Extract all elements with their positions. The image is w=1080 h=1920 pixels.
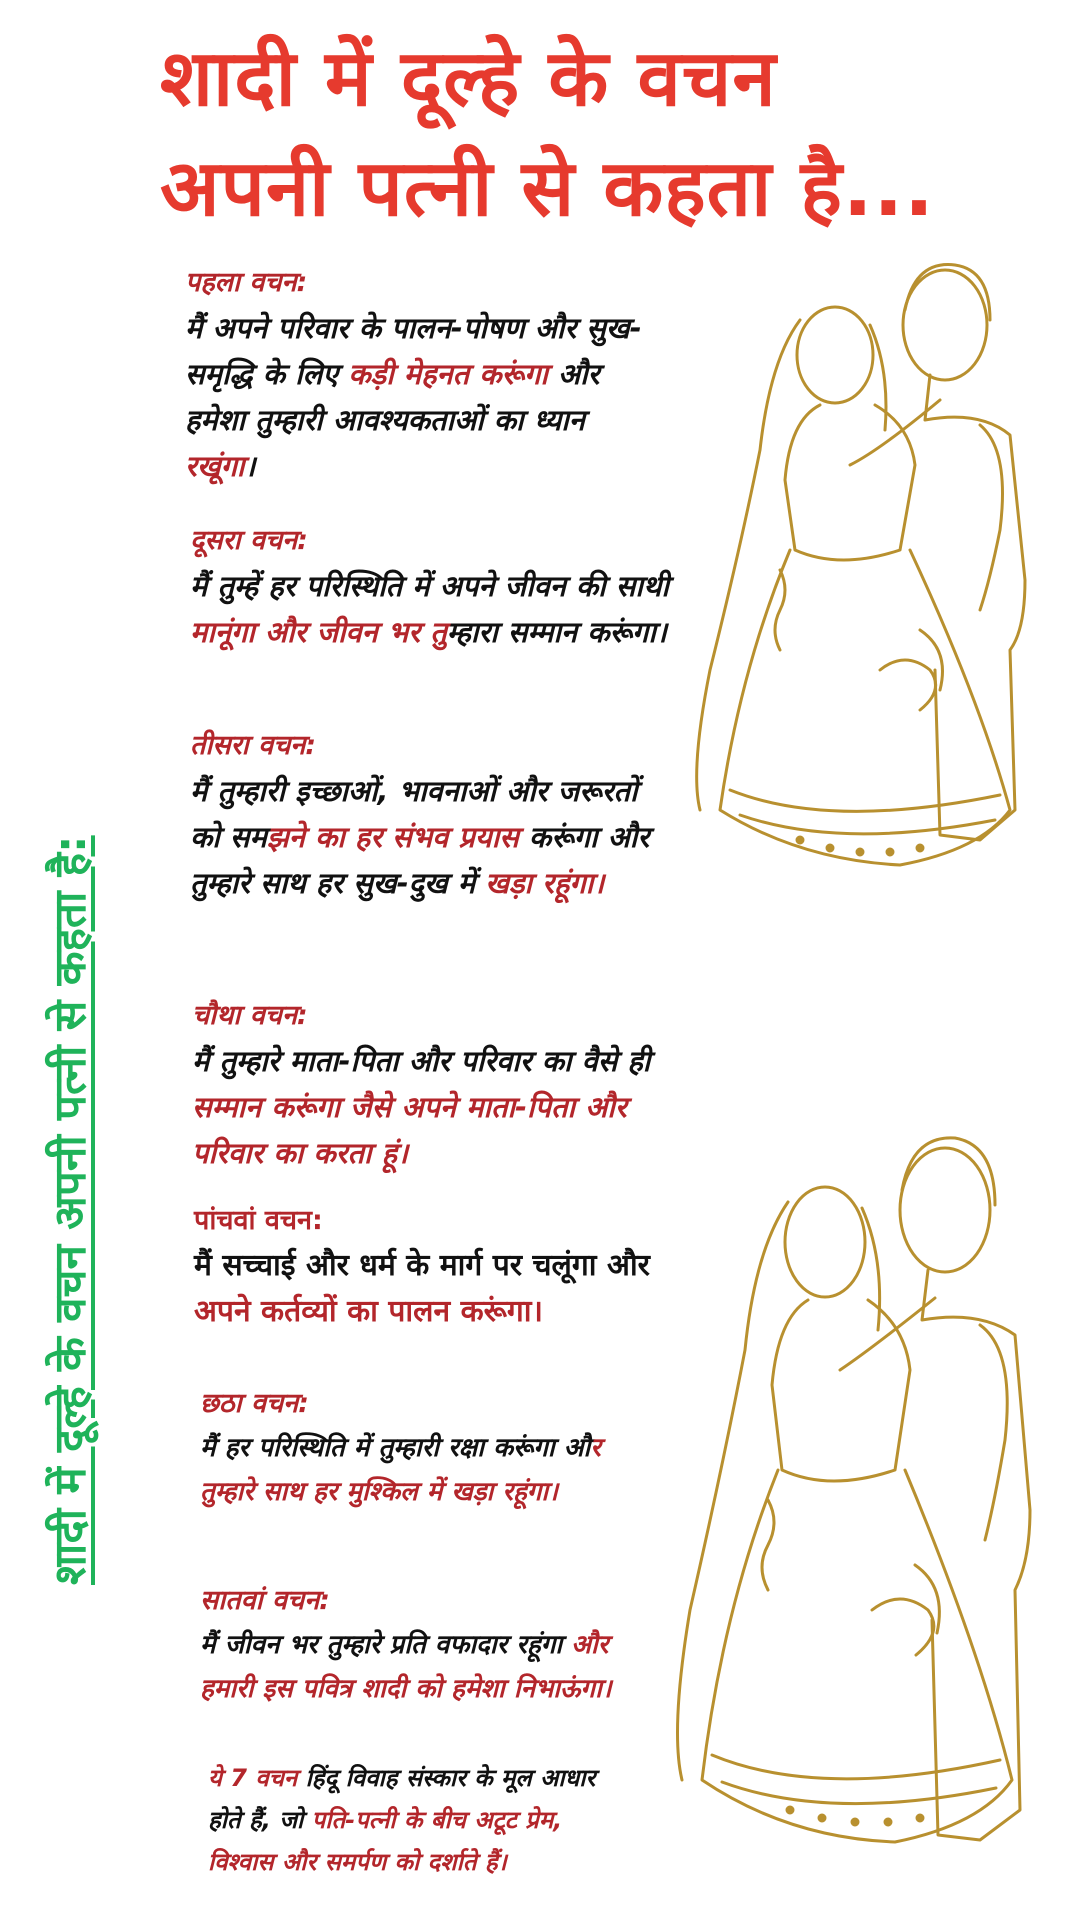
vachan-heading: छठा वचन:	[200, 1388, 309, 1419]
vachan-1	[185, 262, 665, 489]
highlight-text: झने का हर संभव प्रयास	[266, 820, 519, 854]
highlight-text: और हमारी इस पवित्र शादी को हमेशा निभाऊंगा।	[200, 1630, 612, 1704]
vachan-heading: दूसरा वचन:	[190, 525, 308, 556]
vachan-text	[194, 1243, 694, 1335]
body-text: मैं तुम्हें हर परिस्थिति में अपने जीवन की साथी	[190, 569, 669, 603]
body-text: म्हारा सम्मान करूंगा।	[446, 615, 667, 649]
body-text: मैं तुम्हारे माता-पिता और परिवार का वैसे ही	[192, 1044, 651, 1078]
vachan-text	[190, 563, 670, 655]
body-text: और हमेशा तुम्हारी आवश्यकताओं का ध्यान	[185, 357, 600, 437]
vachan-heading: तीसरा वचन:	[190, 730, 317, 761]
highlight-text: रखूंगा	[185, 449, 245, 483]
body-text: करूंगा और तुम्हारे साथ हर सुख-दुख में	[190, 820, 650, 900]
highlight-text: र तुम्हारे साथ हर मुश्किल में खड़ा रहूंगा।	[200, 1433, 601, 1507]
vachan-2	[190, 520, 670, 655]
side-heading: शादी में दूल्हे के वचन अपनी पत्नी से कहता है:	[45, 835, 96, 1585]
title-line-2: अपनी पत्नी से कहता है...	[160, 144, 935, 234]
highlight-text: ये 7 वचन	[208, 1764, 298, 1792]
highlight-text: पति-पत्नी के बीच अटूट प्रेम, विश्वास और समर्पण को दर्शाते हैं।	[208, 1806, 563, 1876]
bride-groom-illustration	[660, 1120, 1060, 1920]
vachan-heading: सातवां वचन:	[200, 1585, 330, 1616]
vachan-text	[185, 305, 665, 489]
vachan-heading: पहला वचन:	[185, 267, 308, 298]
highlight-text: खड़ा रहूंगा।	[485, 866, 605, 900]
bride-groom-illustration	[680, 250, 1060, 940]
body-text: मैं तुम्हारी इच्छाओं, भावनाओं और जरूरतों को सम	[190, 774, 638, 854]
body-text: मैं अपने परिवार के पालन-पोषण और सुख-समृद्धि के लिए	[185, 311, 642, 391]
body-text: हिंदू विवाह संस्कार के मूल आधार होते हैं, जो	[208, 1764, 596, 1834]
body-text: मैं जीवन भर तुम्हारे प्रति वफादार रहूंगा	[200, 1630, 572, 1660]
vachan-text	[190, 768, 670, 906]
vachan-text	[200, 1426, 630, 1514]
highlight-text: अपने कर्तव्यों का पालन करूंगा।	[194, 1294, 543, 1329]
body-text: ।	[244, 449, 256, 483]
body-text: मैं सच्चाई और धर्म के मार्ग पर चलूंगा और	[194, 1248, 650, 1283]
vachan-6	[200, 1383, 630, 1514]
body-text: मैं हर परिस्थिति में तुम्हारी रक्षा करूंगा औ	[200, 1433, 591, 1463]
highlight-text: सम्मान करूंगा जैसे अपने माता-पिता और परिवार का करता हूं।	[192, 1090, 627, 1170]
vachan-4	[192, 995, 672, 1176]
vachan-text	[192, 1038, 672, 1176]
title-line-1: शादी में दूल्हे के वचन	[160, 34, 777, 124]
highlight-text: कड़ी मेहनत करूंगा	[348, 357, 548, 391]
closing-note	[208, 1757, 608, 1883]
vachan-7	[200, 1580, 630, 1711]
vachan-heading: पांचवां वचन:	[194, 1205, 323, 1236]
vachan-text	[200, 1623, 630, 1711]
vachan-heading: चौथा वचन:	[192, 1000, 308, 1031]
vachan-3	[190, 725, 670, 906]
highlight-text: मानूंगा और जीवन भर तु	[190, 615, 447, 649]
vachan-5	[194, 1200, 694, 1335]
